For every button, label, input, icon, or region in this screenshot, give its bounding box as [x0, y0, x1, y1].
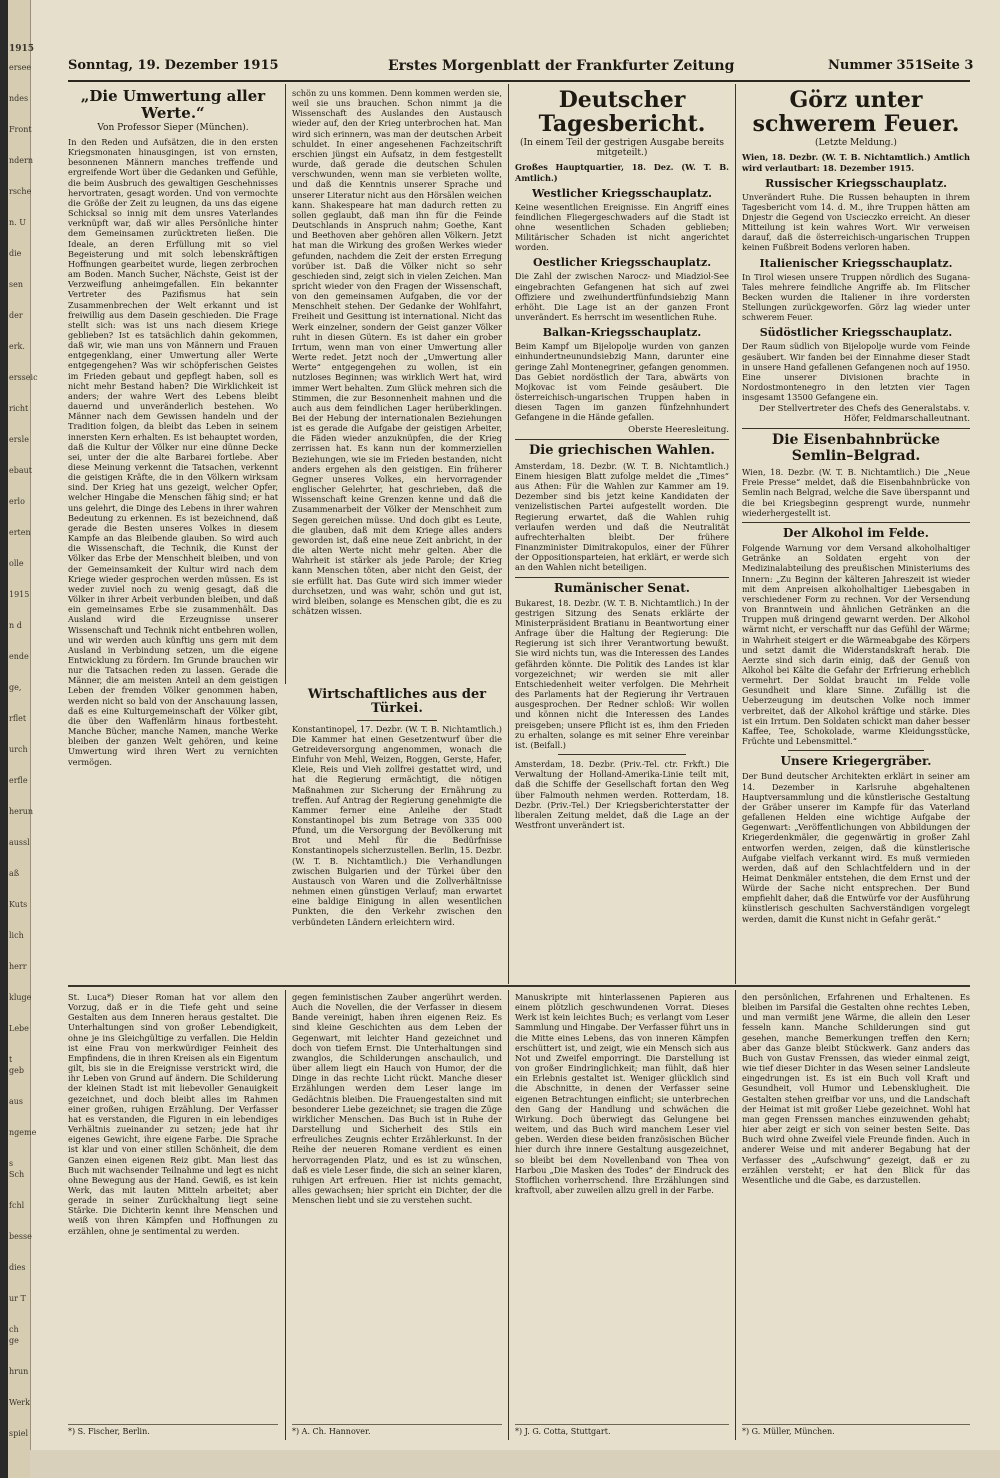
edge-fragment: hrun	[9, 1367, 29, 1376]
section-heading: Russischer Kriegsschauplatz.	[765, 176, 947, 190]
article-umwertung	[68, 88, 278, 980]
newspaper-page	[8, 0, 1000, 1478]
article-body: Amsterdam, 18. Dezbr. (Priv.-Tel. ctr. Frkft.) Die Verwaltung der Holland-Amerika-Linie teilt mit, daß die Schiffe der Gesellschaft fortan den Weg über Falmouth nehmen werden. Rotterdam, 18. Dezbr. (Priv.-Tel.) Der Kriegsberichterstatter der liberalen Zeitung meldet, daß die Lage an der Westfront unverändert ist.	[515, 759, 729, 830]
section-body: In Tirol wiesen unsere Truppen nördlich des Sugana-Tales mehrere feindliche Angriffe ab. Im Flitscher Becken wurden die Italiener in ihre vordersten Stellungen zurückgeworfen. Görz lag wieder unter schwerem Feuer.	[742, 271, 970, 323]
paper-name: Erstes Morgenblatt der Frankfurter Zeitung	[388, 58, 735, 74]
article-title: Die Eisenbahnbrücke Semlin–Belgrad.	[772, 432, 940, 464]
edge-fragment: ngeme	[9, 1128, 37, 1137]
edge-fragment: Werk	[9, 1398, 30, 1407]
footnote: *) A. Ch. Hannover.	[292, 1424, 502, 1436]
edge-fragment: n d	[9, 621, 22, 630]
article-title: Wirtschaftliches aus der Türkei.	[307, 687, 487, 717]
edge-fragment: richt	[9, 404, 29, 413]
edge-fragment: erfle	[9, 776, 28, 785]
edge-year: 1915	[9, 44, 35, 54]
edge-fragment: ur T	[9, 1294, 26, 1303]
section-body: Die Zahl der zwischen Narocz- und Miadziol-See eingebrachten Gefangenen hat sich auf zwei Offiziere und zweihundertfünfundsiebzig Mann erhöht. Die Lage ist an der ganzen Front unverändert. Es herrscht im wesentlichen Ruhe.	[515, 271, 729, 323]
section-heading: Balkan-Kriegsschauplatz.	[542, 326, 702, 340]
edge-fragment: s Sch	[9, 1159, 25, 1179]
dateline: Wien, 18. Dezbr. (W. T. B. Nichtamtlich.) Amtlich wird verlautbart: 18. Dezember 1915.	[742, 152, 970, 173]
section-heading: Oestlicher Kriegsschauplatz.	[532, 256, 712, 270]
edge-fragment: der	[9, 311, 23, 320]
column-tagesbericht	[515, 88, 729, 980]
edge-fragment: herr	[9, 962, 27, 971]
edge-fragment: Front	[9, 125, 32, 134]
section-heading: Westlicher Kriegsschauplatz.	[532, 186, 712, 200]
edge-fragment: ge,	[9, 683, 22, 692]
section-body: Keine wesentlichen Ereignisse. Ein Angriff eines feindlichen Fliegergeschwaders auf die Stadt ist ohne wesentlichen Schaden geblieben; Militärischer Schaden ist nicht angerichtet worden.	[515, 201, 729, 253]
article-body: Folgende Warnung vor dem Versand alkoholhaltiger Getränke an Soldaten ergeht von der Medizinalabteilung des preußischen Ministeriums des Innern: „Zu Beginn der kälteren Jahreszeit ist wieder mit dem Anpreisen alkoholhaltiger Liebesgaben in verschiedener Form zu rechnen. Vor der Versendung von Branntwein und ähnlichen Getränken an die Truppen muß dringend gewarnt werden. Der Alkohol wärmt nicht, er verschafft nur das Gefühl der Wärme; in Wahrheit steigert er die Wärmeabgabe des Körpers und setzt damit die Widerstandskraft herab. Die Aerzte sind sich darin einig, daß der Genuß von Alkohol bei Kälte die Gefahr der Erfrierung erheblich vermehrt. Der Soldat braucht im Felde volle Gesundheit und klare Sinne. Zufällig ist die Ueberzeugung im deutschen Volke noch immer verbreitet, daß der Alkohol kräftige und stärke. Dies ist ein Irrtum. Den Soldaten schickt man daher besser Kaffee, Tee, Schokolade, warme Kleidungsstücke, Früchte und Lebensmittel.“	[742, 543, 970, 747]
article-body: Konstantinopel, 17. Dezbr. (W. T. B. Nichtamtlich.) Die Kammer hat einen Gesetzentwurf über die Getreideversorgung angenommen, wonach die Einfuhr von Mehl, Weizen, Roggen, Gerste, Hafer, Kleie, Reis und Vieh zollfrei gestattet wird, und hat die Regierung ermächtigt, die nötigen Maßnahmen zur Sicherung der Ernährung zu treffen. Auf Antrag der Regierung genehmigte die Kammer ferner eine Anleihe der Stadt Konstantinopel bis zum Betrage von 335 000 Pfund, um die Versorgung der Bevölkerung mit Brot und Mehl für die Bedürfnisse Konstantinopels sicherzustellen. Berlin, 15. Dezbr. (W. T. B. Nichtamtlich.) Die Verhandlungen zwischen Bulgarien und der Türkei über den Austausch von Waren und die Zollverhältnisse nehmen einen günstigen Verlauf; man erwartet eine baldige Einigung in allen wesentlichen Punkten, die den Verkehr zwischen den verbündeten Ländern erleichtern wird.	[292, 723, 502, 927]
edge-fragment: sen	[9, 280, 23, 289]
article-body: Bukarest, 18. Dezbr. (W. T. B. Nichtamtlich.) In der gestrigen Sitzung des Senats erklärte der Ministerpräsident Bratianu in Beantwortung einer Anfrage über die Haltung der Regierung: Die Regierung ist sich ihrer Verantwortung bewußt. Sie wird nichts tun, was die Interessen des Landes gefährden könnte. Die Politik des Landes ist klar vorgezeichnet; wir werden sie mit aller Entschiedenheit weiter verfolgen. Die Mehrheit des Parlaments hat der Regierung ihr Vertrauen ausgesprochen. Der Redner schloß: Wir wollen und können nicht die Interessen des Landes preisgeben; unsere Pflicht ist es, ihm den Frieden zu erhalten, solange es mit seiner Ehre vereinbar ist. (Beifall.)	[515, 597, 729, 750]
edge-fragments	[9, 62, 38, 1442]
edge-fragment: aussl	[9, 838, 30, 847]
issue-date: Sonntag, 19. Dezember 1915	[68, 58, 279, 73]
edge-fragment: ersee	[9, 63, 32, 72]
dateline: Großes Hauptquartier, 18. Dez. (W. T. B. Amtlich.)	[515, 162, 729, 183]
edge-fragment: aß	[9, 869, 20, 878]
edge-fragment: erten	[9, 528, 31, 537]
feuilleton-column-1	[68, 992, 278, 1420]
section-body: Unverändert Ruhe. Die Russen behaupten in ihrem Tagesbericht vom 14. d. M., ihre Truppen hätten am Dnjestr die Gegend von Uscieczko erreicht. An dieser Mitteilung ist kein wahres Wort. Wir verweisen darauf, daß die österreichisch-ungarischen Truppen keinen Fußbreit Bodens verloren haben.	[742, 191, 970, 253]
edge-fragment: n. U	[9, 218, 26, 227]
article-title: Die griechischen Wahlen.	[529, 442, 715, 458]
article-title: „Die Umwertung aller Werte.“	[80, 87, 266, 122]
article-body: schön zu uns kommen. Denn kommen werden sie, weil sie uns brauchen. Schon nimmt ja die Wissenschaft des Auslandes den Austausch wieder auf, den der Krieg unterbrochen hat. Man wird sich erinnern, was man der deutschen Arbeit schuldet. In einer angesehenen Fachzeitschrift erschien jüngst ein Aufsatz, in dem festgestellt wurde, daß gerade die deutschen Schulen verschwunden, wenn man sie verbieten wollte, und daß die Kenntnis unserer Sprache und unserer Literatur nicht aus den Hörsälen weichen kann. Shakespeare hat man dadurch retten zu sollen geglaubt, daß man ihn für die Feinde Deutschlands in Anspruch nahm; Goethe, Kant und Beethoven aber gehören allen Völkern. Jetzt hat man die Wirkung des großen Werkes wieder gefunden, nachdem die Zeit der ersten Erregung vorüber ist. Daß die Völker nicht so sehr geschieden sind, zeigt sich in vielen Zeichen. Man spricht wieder von den Fragen der Wissenschaft, von den gemeinsamen Aufgaben, die vor der Menschheit stehen. Der Gedanke der Wohlfahrt, Freiheit und Gesittung ist international. Nicht das Werk einzelner, sondern der Geist ganzer Völker ruht in diesen Gütern. Es ist daher ein grober Irrtum, wenn man von einer Umwertung aller Werte redet. Jetzt noch der „Umwertung aller Werte“ entgegengehen zu wollen, ist ein nutzloses Beginnen; was wirklich Wert hat, wird immer Wert behalten. Zum Glück mehren sich die Stimmen, die zur Besonnenheit mahnen und die auch aus dem feindlichen Lager herüberklingen. Bei der Hebung der internationalen Beziehungen ist es gerade die Aufgabe der geistigen Arbeiter, die Fäden wieder anzuknüpfen, die der Krieg zerrissen hat. Es kann nun der kommerziellen Beziehungen, wie sie im Frieden bestanden, nicht anders ergehen als den geistigen. Ein früherer Gegner unseres Volkes, ein hervorragender englischer Gelehrter, hat geschrieben, daß die Wissenschaft keine Grenzen kenne und daß die Zusammenarbeit der Völker der Menschheit zum Segen gereichen müsse. Und doch gibt es Leute, die glauben, daß mit dem Kriege alles anders geworden ist, daß eine neue Zeit anbricht, in der die alten Werte nicht mehr gelten. Aber die Wahrheit ist stärker als jede Parole; der Krieg kann Menschen töten, aber nicht den Geist, der sie erfüllt hat. Das Gute wird sich immer wieder durchsetzen, und was wahr, schön und gut ist, wird bleiben, solange es Menschen gibt, die es zu schätzen wissen.	[292, 88, 502, 616]
article-title: Rumänischer Senat.	[554, 580, 690, 595]
edge-fragment: 1915	[9, 590, 30, 599]
article-body: Amsterdam, 18. Dezbr. (W. T. B. Nichtamtlich.) Einem hiesigen Blatt zufolge meldet die „Times“ aus Athen: Für die Wahlen zur Kammer am 19. Dezember sind bis jetzt keine Kandidaten der venizelistischen Partei aufgestellt worden. Die Regierung erwartet, daß die Wahlen ruhig verlaufen werden und daß die Neutralität aufrechterhalten bleibt. Der frühere Finanzminister Dimitrakopulos, einer der Führer der Oppositionsparteien, hat erklärt, er werde sich an den Wahlen nicht beteiligen.	[515, 460, 729, 573]
column-goerz	[742, 88, 970, 980]
edge-fragment: kluge	[9, 993, 32, 1002]
footnote: *) J. G. Cotta, Stuttgart.	[515, 1424, 729, 1436]
edge-fragment: aus	[9, 1097, 24, 1106]
edge-fragment: rsche	[9, 187, 32, 196]
article-note: (Letzte Meldung.)	[815, 138, 897, 149]
edge-fragment: ersseic	[9, 373, 38, 382]
article-title: Der Alkohol im Felde.	[783, 525, 929, 540]
edge-fragment: die	[9, 249, 22, 258]
edge-fragment: fchl	[9, 1201, 25, 1210]
edge-fragment: ndern	[9, 156, 33, 165]
edge-fragment: spiel	[9, 1429, 29, 1438]
edge-fragment: ersle	[9, 435, 29, 444]
article-note: (In einem Teil der gestrigen Ausgabe bereits mitgeteilt.)	[519, 138, 724, 159]
edge-fragment: urch	[9, 745, 28, 754]
edge-fragment: ebaut	[9, 466, 32, 475]
article-body: Wien, 18. Dezbr. (W. T. B. Nichtamtlich.) Die „Neue Freie Presse“ meldet, daß die Eisenbahnbrücke von Semlin nach Belgrad, welche die Save überspannt und die bei Kriegsbeginn gesprengt wurde, nunmehr wiederhergestellt ist.	[742, 467, 970, 518]
feuilleton-text: St. Luca*) Dieser Roman hat vor allem den Vorzug, daß er in die Tiefe geht und seine Gestalten aus dem Inneren heraus gestaltet. Die Unterhaltungen sind von großer Lebendigkeit, ohne je ins Gleichgültige zu verfallen. Die Heldin ist eine Frau von merkwürdiger Feinheit des Empfindens, die in ihren Kreisen als ein Eigentum gilt, bis sie in die Ereignisse verstrickt wird, die ihr Leben von Grund auf ändern. Die Schilderung der kleinen Stadt ist mit liebevoller Genauigkeit gezeichnet, und doch bleibt alles im Rahmen einer großen, ruhigen Erzählung. Der Verfasser hat es verstanden, die Figuren in ein lebendiges Verhältnis zueinander zu setzen; jede hat ihr eigenes Gewicht, ihre eigene Farbe. Die Sprache ist klar und von einer stillen Schönheit, die dem Ganzen einen eigenen Reiz gibt. Man liest das Buch mit wachsender Teilnahme und legt es nicht ohne Bewegung aus der Hand. Gewiß, es ist kein Werk, das mit lauten Mitteln arbeitet; aber gerade in seiner Zurückhaltung liegt seine Stärke. Die Dichterin kennt ihre Menschen und weiß von ihren Kämpfen und Hoffnungen zu erzählen, ohne je sentimental zu werden.	[68, 992, 278, 1236]
edge-fragment: ende	[9, 652, 29, 661]
masthead	[68, 58, 974, 82]
feuilleton-text: gegen feministischen Zauber angerührt werden. Auch die Novellen, die der Verfasser in diesem Bande vereinigt, haben ihren eigenen Reiz. Es sind kleine Geschichten aus dem Leben der Gegenwart, mit leichter Hand gezeichnet und doch von tiefem Ernst. Die Unterhaltungen sind zwanglos, die Schilderungen anschaulich, und über allem liegt ein Hauch von Humor, der die Dinge in das rechte Licht rückt. Manche dieser Erzählungen werden dem Leser lange im Gedächtnis bleiben. Die Frauengestalten sind mit besonderer Liebe gezeichnet; sie tragen die Züge wirklicher Menschen. Das Buch ist in Ruhe der Darstellung und Sicherheit des Stils ein erfreuliches Zeugnis echter Erzählerkunst. In der Reihe der neueren Romane verdient es einen hervorragenden Platz, und es ist zu wünschen, daß es viele Leser finde, die sich an seiner klaren, ruhigen Art erfreuen. Hier ist nichts gemacht, alles gewachsen; hier spricht ein Dichter, der die Menschen liebt und sie zu verstehen sucht.	[292, 992, 502, 1206]
article-tuerkei	[292, 688, 502, 980]
feuilleton-column-3	[515, 992, 729, 1420]
section-heading: Italienischer Kriegsschauplatz.	[759, 256, 953, 270]
article-title: Unsere Kriegergräber.	[780, 754, 932, 769]
article-byline: Von Professor Sieper (München).	[97, 123, 249, 133]
issue-number: Nummer 351	[828, 58, 924, 73]
feuilleton-text: Manuskripte mit hinterlassenen Papieren aus einem plötzlich geschwundenen Vorrat. Dieses Werk ist kein leichtes Buch; es verlangt vom Leser Sammlung und Hingabe. Der Verfasser führt uns in die Mitte eines Lebens, das von inneren Kämpfen erschüttert ist, und zeigt, wie ein Mensch sich aus Not und Zweifel emporringt. Die Darstellung ist von großer Eindringlichkeit; man fühlt, daß hier ein Erlebnis gestaltet ist. Weniger glücklich sind die Abschnitte, in denen der Verfasser seine eigenen Betrachtungen einflicht; sie unterbrechen den Gang der Handlung und schwächen die Wirkung. Doch überwiegt das Gelungene bei weitem, und das Buch wird manchem Leser viel geben. Werden diese beiden französischen Bücher hier durch ihre innere Gestaltung ausgezeichnet, so bleibt bei dem Novellenband von Thea von Harbou „Die Masken des Todes“ der Eindruck des Stofflichen vorherrschend. Ihre Erzählungen sind kraftvoll, aber zuweilen allzu grell in der Farbe.	[515, 992, 730, 1195]
edge-fragment: Lebe	[9, 1024, 29, 1033]
feuilleton-column-2	[292, 992, 502, 1420]
section-body: Der Raum südlich von Bijelopolje wurde vom Feinde gesäubert. Wir fanden bei der Einnahme dieser Stadt in unsere Hand gefallenen Gefangenen noch auf 1950. Eine unserer Divisionen brachte in Nordostmontenegro in den letzten vier Tagen insgesamt 13500 Gefangene ein.	[742, 341, 970, 403]
article-body: Der Bund deutscher Architekten erklärt in seiner am 14. Dezember in Karlsruhe abgehaltenen Hauptversammlung und die künstlerische Gestaltung der Gräber unserer im Kampfe für das Vaterland gefallenen Helden eine wichtige Aufgabe der Gegenwart: „Veröffentlichungen von Abbildungen der Kriegerdenkmäler, die gegenwärtig in großer Zahl entworfen werden, zeigen, daß die künstlerische Aufgabe vielfach verkannt wird. Es muß vermieden werden, daß auf den Schlachtfeldern und in der Heimat Denkmäler entstehen, die dem Ernst und der Würde der Sache nicht entsprechen. Der Bund empfiehlt daher, daß die Entwürfe vor der Ausführung künstlerisch geschulten Sachverständigen vorgelegt werden, damit die Kunst nicht in Gefahr gerät.“	[742, 771, 970, 924]
feuilleton-column-4	[742, 992, 970, 1420]
edge-fragment: lich	[9, 931, 24, 940]
edge-fragment: herun	[9, 807, 34, 816]
section-body: Beim Kampf um Bijelopolje wurden von ganzen einhundertneunundsiebzig Mann, darunter eine geringe Zahl Montenegriner, gefangen genommen. Das Gebiet nordöstlich der Tara, abwärts von Mojkovac ist vom Feinde gesäubert. Die österreichisch-ungarischen Truppen haben in diesen Tagen im ganzen fünfzehnhundert Gefangene in die Hände gefallen.	[515, 341, 729, 423]
edge-fragment: ndes	[9, 94, 29, 103]
edge-fragment: Kuts	[9, 900, 28, 909]
signature: Der Stellvertreter des Chefs des Generalstabs. v. Höfer, Feldmarschalleutnant.	[759, 404, 970, 425]
edge-fragment: erk.	[9, 342, 25, 351]
page-bottom-margin	[30, 1450, 1000, 1478]
footnote: *) G. Müller, München.	[742, 1424, 970, 1436]
article-umwertung-continued	[292, 88, 502, 678]
footnote: *) S. Fischer, Berlin.	[68, 1424, 278, 1436]
edge-fragment: besse	[9, 1232, 32, 1241]
feuilleton-text: den persönlichen, Erfahrenen und Erhaltenen. Es bleiben im Parsifal die Gestalten ohne rechtes Leben, und man vermißt jene Wärme, die allein den Leser fesseln kann. Manche Schilderungen sind gut gesehen, manche Bemerkungen treffen den Kern; aber das Ganze bleibt Stückwerk. Ganz anders das Buch von Gustav Frenssen, das wieder einmal zeigt, wie tief dieser Dichter in das Wesen seiner Landsleute eingedrungen ist. Es ist ein Buch voll Kraft und Gesundheit, voll Humor und Lebensklugheit. Die Gestalten stehen greifbar vor uns, und die Landschaft der Heimat ist mit großer Liebe gezeichnet. Wohl hat man gegen Frenssen manches einzuwenden gehabt; hier aber zeigt er sich von seiner besten Seite. Das Buch wird ohne Zweifel viele Freunde finden. Auch in anderer Weise und mit anderer Begabung hat der Verfasser des „Aufschwung“ gezeigt, daß er zu erzählen versteht; er hat den Blick für das Wesentliche und die Gabe, es darzustellen.	[742, 992, 970, 1185]
article-body: In den Reden und Aufsätzen, die in den ersten Kriegsmonaten hinausgingen, ist von ernsten, besonnenen Männern manches treffende und ergreifende Wort über die Gedanken und Gefühle, die beim Ausbruch des gewaltigen Geschehnisses hervortraten, gesagt worden. Und von vermochte die Größe der Zeit zu leugnen, da uns das eigene Schicksal so innig mit dem unsres Vaterlandes verknüpft war, daß wir alles Persönliche hinter dem Gemeinsamen zurücktreten ließen. Die Ideale, an deren Erfüllung mit so viel Begeisterung und mit solch lebenskräftigen Hoffnungen gearbeitet wurde, liegen zerbrochen am Boden. Manch Sucher, Nächste, Geist ist der Verzweiflung anheimgefallen. Ein bekannter Vertreter des Pazifismus hat sein Zusammenbrechen der Welt erkannt und ist freiwillig aus dem Dasein geschieden. Die Frage stellt sich: was ist uns nach diesem Kriege geblieben? Ist es tatsächlich dahin gekommen, daß wir, wie man uns von Männern und Frauen entgegenklang, einer Umwertung aller Werte entgegengehen? Was wir schöpferischen Geistes im Frieden gebaut und gepflegt haben, soll es nicht mehr Bestand haben? Die Wirklichkeit ist anders; der wahre Wert des Lebens bleibt dauernd und unveränderlich bestehen. Wo Männer nach dem Gewissen handeln und der Tradition folgen, da bleibt das Leben in seinem innersten Kern erhalten. Es ist behauptet worden, daß die Kultur der Völker nur eine dünne Decke sei, unter der die alte Barbarei fortlebe. Aber diese Meinung verkennt die Tatsachen, verkennt die geistigen Kräfte, die in den Völkern wirksam sind. Der Krieg hat uns gezeigt, welcher Opfer, welcher Hingabe die Menschen fähig sind; er hat uns gelehrt, die Dinge des Lebens in ihrer wahren Bedeutung zu erkennen. Es ist bezeichnend, daß gerade die Besten unseres Volkes in diesem Kampfe an das Bleibende glauben. So wird auch die Wissenschaft, die Technik, die Kunst der Völker das Erbe der Menschheit bleiben, und von der Gemeinsamkeit der Kultur wird nach dem Kriege wieder gesprochen werden müssen. Es ist weder zuviel noch zu wenig gesagt, daß die Völker in ihrer Arbeit verbunden bleiben, und daß ein gemeinsames Erbe sie zusammenhält. Das Ausland wird die Erzeugnisse unserer Wissenschaft und Technik nicht entbehren wollen, und wir werden auch künftig uns gern mit dem Ausland in Verbindung setzen, um die eigene Entwicklung zu fördern. Im Grunde brauchen wir nur die Tatsachen reden zu lassen. Gerade die Männer, die am meisten Anteil an dem geistigen Leben der fremden Völker genommen haben, werden nicht so bald von der Anschauung lassen, daß es eine Kulturgemeinschaft der Völker gibt, die über den Waffenlärm hinaus fortbesteht. Manche Bücher, manche Namen, manche Werke bleiben der ganzen Welt gehören, und keine Umwertung wird ihren Wert zu vernichten vermögen.	[68, 137, 278, 767]
edge-fragment: dies	[9, 1263, 26, 1272]
article-title: Deutscher Tagesbericht.	[538, 87, 706, 138]
signature: Oberste Heeresleitung.	[628, 424, 729, 435]
edge-fragment: erlo	[9, 497, 25, 506]
edge-fragment: olle	[9, 559, 24, 568]
edge-fragment: t geb	[9, 1055, 24, 1075]
previous-page-edge	[8, 0, 38, 1478]
edge-fragment: ch ge	[9, 1325, 19, 1345]
edge-fragment: rflet	[9, 714, 27, 723]
section-heading: Südöstlicher Kriegsschauplatz.	[759, 326, 953, 340]
page-number: Seite 3	[923, 58, 974, 73]
article-title: Görz unter schwerem Feuer.	[752, 87, 960, 138]
